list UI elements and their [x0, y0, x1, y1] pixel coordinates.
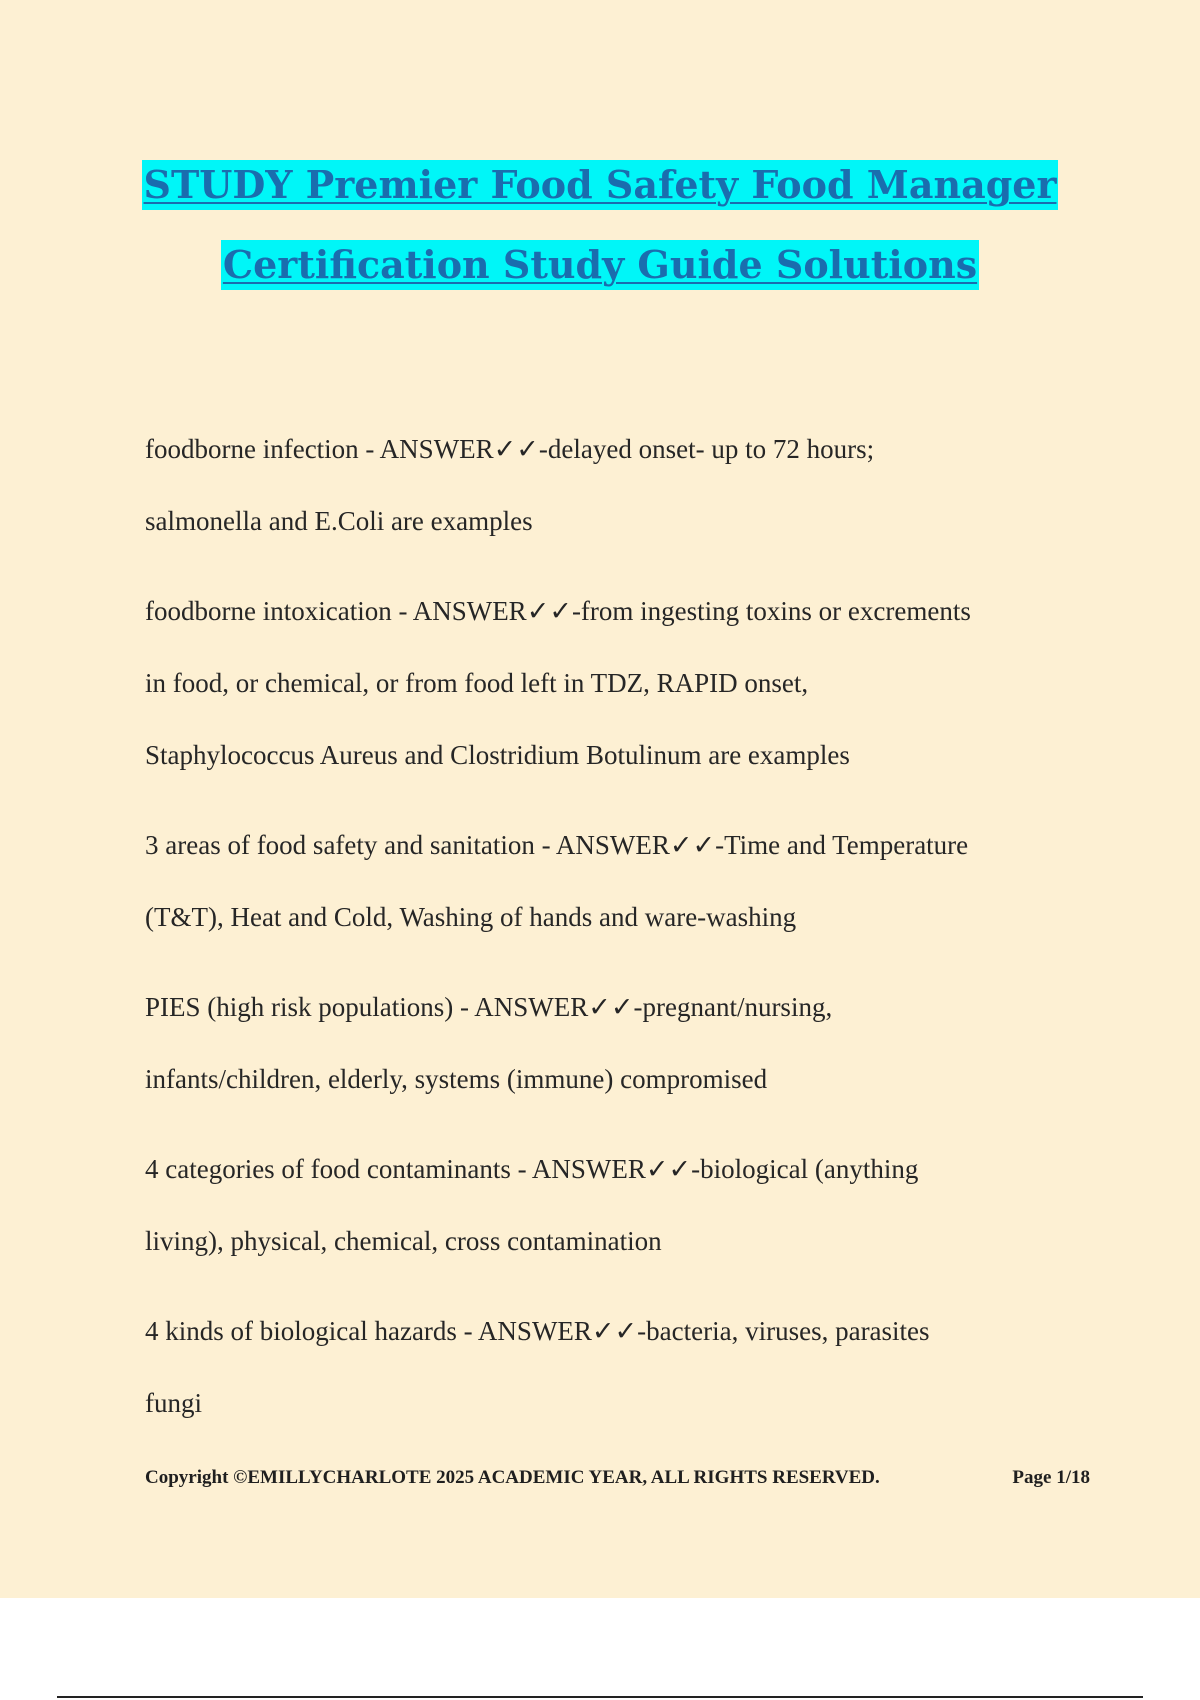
- qa-line: foodborne infection - ANSWER✓✓-delayed onset- up to 72 hours;: [145, 434, 875, 464]
- qa-item: [145, 971, 1105, 1115]
- qa-line: Staphylococcus Aureus and Clostridium Botulinum are examples: [145, 740, 850, 770]
- qa-line: salmonella and E.Coli are examples: [145, 506, 533, 536]
- qa-line: infants/children, elderly, systems (immune) compromised: [145, 1064, 768, 1094]
- qa-line: living), physical, chemical, cross contamination: [145, 1226, 662, 1256]
- qa-list: [145, 413, 1105, 1457]
- qa-line: fungi: [145, 1388, 202, 1418]
- qa-line: 4 kinds of biological hazards - ANSWER✓✓-bacteria, viruses, parasites: [145, 1316, 930, 1346]
- qa-item: [145, 809, 1105, 953]
- qa-item: [145, 575, 1105, 791]
- copyright-notice: Copyright ©EMILLYCHARLOTE 2025 ACADEMIC YEAR, ALL RIGHTS RESERVED.: [145, 1467, 880, 1488]
- qa-line: 3 areas of food safety and sanitation - ANSWER✓✓-Time and Temperature: [145, 830, 969, 860]
- qa-line: in food, or chemical, or from food left in TDZ, RAPID onset,: [145, 668, 809, 698]
- title-line-1: STUDY Premier Food Safety Food Manager: [142, 160, 1059, 210]
- qa-line: (T&T), Heat and Cold, Washing of hands and ware-washing: [145, 902, 797, 932]
- qa-item: [145, 413, 1105, 557]
- qa-line: foodborne intoxication - ANSWER✓✓-from ingesting toxins or excrements: [145, 596, 971, 626]
- page-number: Page 1/18: [1012, 1467, 1090, 1488]
- qa-item: [145, 1295, 1105, 1439]
- next-page-divider: [57, 1696, 1143, 1698]
- qa-item: [145, 1133, 1105, 1277]
- qa-line: PIES (high risk populations) - ANSWER✓✓-pregnant/nursing,: [145, 992, 833, 1022]
- title-line-2: Certification Study Guide Solutions: [221, 240, 979, 290]
- document-title: [0, 160, 1200, 290]
- qa-line: 4 categories of food contaminants - ANSWER✓✓-biological (anything: [145, 1154, 919, 1184]
